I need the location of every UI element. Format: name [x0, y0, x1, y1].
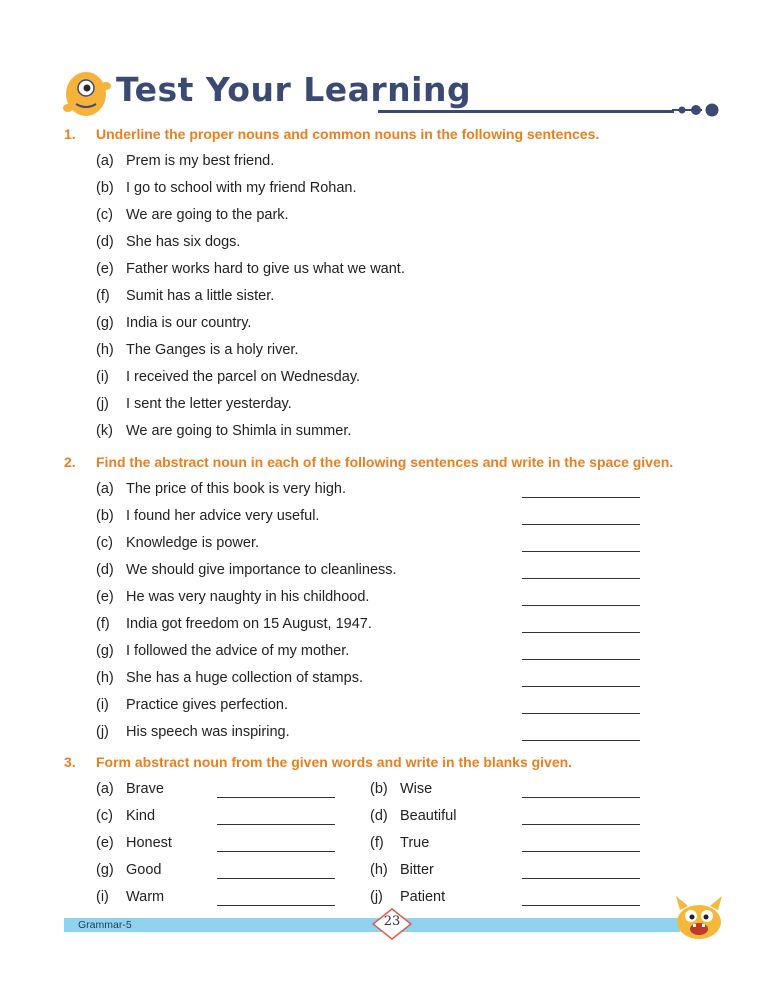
item-label: (e) [96, 261, 114, 277]
q3-number: 3. [64, 754, 76, 770]
q2-item [96, 508, 319, 524]
q1-item [96, 369, 360, 385]
item-text: The price of this book is very high. [126, 481, 347, 497]
item-text: I go to school with my friend Rohan. [126, 180, 357, 196]
q2-number: 2. [64, 454, 76, 470]
item-text: Father works hard to give us what we want. [126, 261, 405, 277]
q1-text: Underline the proper nouns and common nouns in the following sentences. [96, 126, 600, 142]
q1-number: 1. [64, 126, 76, 142]
q1-item [96, 261, 405, 277]
item-label: (g) [96, 315, 114, 331]
item-label: (j) [96, 724, 109, 740]
item-label: (k) [96, 423, 113, 439]
answer-blank[interactable] [522, 837, 640, 852]
answer-blank[interactable] [522, 564, 640, 579]
mascot-icon [60, 64, 116, 120]
q1-item [96, 207, 289, 223]
q2-item [96, 697, 288, 713]
item-text: She has a huge collection of stamps. [126, 670, 363, 686]
q3-item [96, 862, 161, 878]
item-text: Honest [126, 835, 172, 851]
q3-text: Form abstract noun from the given words and write in the blanks given. [96, 754, 573, 770]
item-label: (f) [96, 288, 110, 304]
q1-instruction [64, 126, 599, 142]
item-label: (j) [370, 889, 383, 905]
item-text: He was very naughty in his childhood. [126, 589, 370, 605]
answer-blank[interactable] [522, 645, 640, 660]
item-label: (b) [96, 180, 114, 196]
item-label: (i) [96, 697, 109, 713]
item-label: (h) [96, 670, 114, 686]
answer-blank[interactable] [522, 783, 640, 798]
answer-blank[interactable] [522, 672, 640, 687]
answer-blank[interactable] [522, 510, 640, 525]
item-label: (a) [96, 481, 114, 497]
page-title: Test Your Learning [116, 70, 472, 109]
q2-item [96, 724, 290, 740]
item-label: (e) [96, 589, 114, 605]
item-text: Brave [126, 781, 164, 797]
q1-item [96, 315, 251, 331]
q2-item [96, 481, 346, 497]
decorative-dots-icon [672, 98, 722, 122]
item-label: (f) [96, 616, 110, 632]
item-text: True [400, 835, 430, 851]
item-label: (b) [96, 508, 114, 524]
q2-item [96, 670, 363, 686]
q3-item [96, 889, 164, 905]
item-text: Beautiful [400, 808, 457, 824]
item-label: (g) [96, 862, 114, 878]
q3-item [96, 808, 155, 824]
q3-instruction [64, 754, 572, 770]
item-text: We are going to the park. [126, 207, 289, 223]
q1-item [96, 342, 298, 358]
answer-blank[interactable] [522, 537, 640, 552]
q2-item [96, 535, 259, 551]
item-label: (d) [370, 808, 388, 824]
item-label: (g) [96, 643, 114, 659]
q3-item [370, 835, 429, 851]
q3-item [370, 781, 432, 797]
item-label: (c) [96, 207, 113, 223]
q3-item [370, 889, 445, 905]
answer-blank[interactable] [217, 891, 335, 906]
item-text: Bitter [400, 862, 434, 878]
item-text: Patient [400, 889, 446, 905]
item-text: Sumit has a little sister. [126, 288, 275, 304]
item-label: (e) [96, 835, 114, 851]
item-text: His speech was inspiring. [126, 724, 290, 740]
q1-item [96, 180, 357, 196]
item-text: We are going to Shimla in summer. [126, 423, 352, 439]
item-text: I followed the advice of my mother. [126, 643, 350, 659]
item-text: The Ganges is a holy river. [126, 342, 299, 358]
answer-blank[interactable] [522, 618, 640, 633]
answer-blank[interactable] [522, 864, 640, 879]
q2-item [96, 643, 349, 659]
item-text: Practice gives perfection. [126, 697, 288, 713]
item-label: (a) [96, 781, 114, 797]
item-label: (i) [96, 889, 109, 905]
item-label: (d) [96, 234, 114, 250]
item-text: I received the parcel on Wednesday. [126, 369, 361, 385]
q3-item [96, 835, 172, 851]
q1-item [96, 396, 292, 412]
item-text: She has six dogs. [126, 234, 241, 250]
q3-item [96, 781, 164, 797]
answer-blank[interactable] [522, 483, 640, 498]
item-text: I found her advice very useful. [126, 508, 320, 524]
footer-book-title: Grammar-5 [78, 919, 132, 931]
q2-item [96, 562, 397, 578]
answer-blank[interactable] [217, 810, 335, 825]
q1-item [96, 423, 351, 439]
item-text: Prem is my best friend. [126, 153, 275, 169]
item-text: Warm [126, 889, 165, 905]
item-text: I sent the letter yesterday. [126, 396, 292, 412]
answer-blank[interactable] [217, 837, 335, 852]
item-text: India is our country. [126, 315, 252, 331]
item-label: (c) [96, 535, 113, 551]
item-text: We should give importance to cleanliness. [126, 562, 397, 578]
q1-item [96, 288, 274, 304]
q2-item [96, 589, 369, 605]
item-label: (a) [96, 153, 114, 169]
answer-blank[interactable] [217, 864, 335, 879]
q1-item [96, 153, 274, 169]
item-label: (h) [370, 862, 388, 878]
item-label: (c) [96, 808, 113, 824]
answer-blank[interactable] [522, 891, 640, 906]
item-label: (h) [96, 342, 114, 358]
title-underline [378, 110, 674, 113]
item-text: Good [126, 862, 162, 878]
page-number: 23 [383, 914, 401, 929]
item-text: India got freedom on 15 August, 1947. [126, 616, 372, 632]
item-label: (j) [96, 396, 109, 412]
answer-blank[interactable] [217, 783, 335, 798]
monster-mascot-icon [672, 894, 726, 940]
item-text: Wise [400, 781, 433, 797]
q1-item [96, 234, 240, 250]
q3-item [370, 862, 434, 878]
answer-blank[interactable] [522, 810, 640, 825]
item-text: Kind [126, 808, 156, 824]
item-label: (i) [96, 369, 109, 385]
q2-item [96, 616, 372, 632]
item-text: Knowledge is power. [126, 535, 259, 551]
q2-text: Find the abstract noun in each of the following sentences and write in the space given. [96, 454, 674, 470]
item-label: (d) [96, 562, 114, 578]
item-label: (b) [370, 781, 388, 797]
page-header [60, 62, 720, 122]
answer-blank[interactable] [522, 726, 640, 741]
answer-blank[interactable] [522, 591, 640, 606]
q2-instruction [64, 454, 673, 470]
q3-item [370, 808, 456, 824]
item-label: (f) [370, 835, 384, 851]
answer-blank[interactable] [522, 699, 640, 714]
